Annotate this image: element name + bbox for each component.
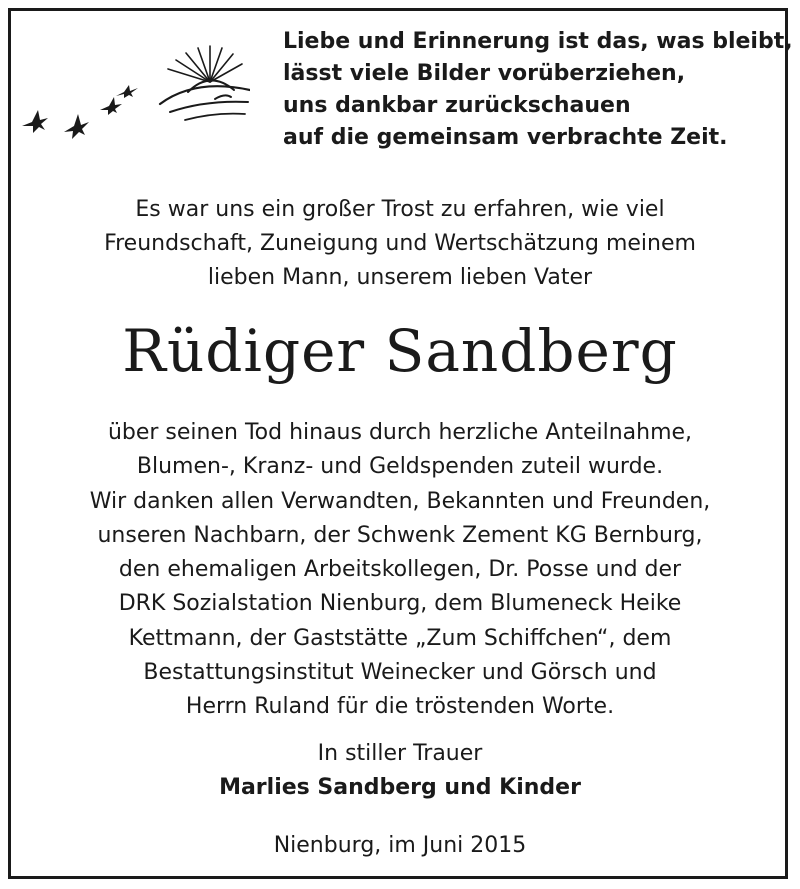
thanks-line: Kettmann, der Gaststätte „Zum Schiffchen“, dem — [128, 625, 672, 651]
verse — [283, 26, 793, 154]
closing — [0, 737, 800, 805]
verse-line: lässt viele Bilder vorüberziehen, — [283, 61, 686, 86]
thanks-line: Herrn Ruland für die tröstenden Worte. — [185, 694, 615, 720]
thanks-text — [0, 416, 800, 725]
mourning-phrase: In stiller Trauer — [317, 741, 483, 766]
thanks-line: Blumen-, Kranz- und Geldspenden zuteil wurde. — [136, 454, 664, 480]
place-date: Nienburg, im Juni 2015 — [273, 833, 527, 858]
deceased-name: Rüdiger Sandberg — [122, 317, 678, 385]
verse-line: Liebe und Erinnerung ist das, was bleibt, — [283, 29, 793, 54]
verse-line: uns dankbar zurückschauen — [283, 93, 631, 118]
sunset-with-birds-icon — [20, 42, 250, 152]
signatories: Marlies Sandberg und Kinder — [219, 775, 581, 800]
thanks-line: DRK Sozialstation Nienburg, dem Blumeneck Heike — [118, 591, 682, 617]
intro-line: lieben Mann, unserem lieben Vater — [207, 265, 593, 290]
thanks-line: über seinen Tod hinaus durch herzliche Anteilnahme, — [107, 420, 693, 445]
verse-line: auf die gemeinsam verbrachte Zeit. — [283, 125, 728, 150]
intro-text — [0, 193, 800, 295]
thanks-line: unseren Nachbarn, der Schwenk Zement KG Bernburg, — [97, 522, 703, 548]
thanks-line: Bestattungsinstitut Weinecker und Görsch und — [143, 660, 657, 686]
intro-line: Es war uns ein großer Trost zu erfahren, wie viel — [135, 197, 665, 222]
thanks-line: den ehemaligen Arbeitskollegen, Dr. Posse und der — [118, 557, 682, 583]
thanks-line: Wir danken allen Verwandten, Bekannten und Freunden, — [89, 488, 711, 514]
intro-line: Freundschaft, Zuneigung und Wertschätzung meinem — [104, 231, 696, 256]
